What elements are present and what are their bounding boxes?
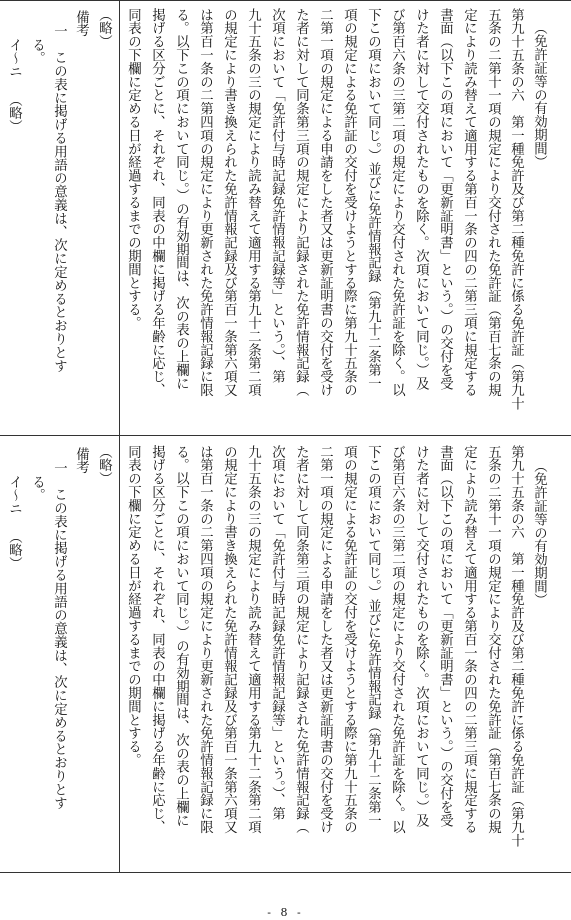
lower-article-line: の規定により書き換えられた免許情報記録及び第百一条第六項又: [221, 445, 237, 834]
upper-article-line: 項の規定による免許証の交付を受けようとする際に第九十五条の: [341, 8, 357, 397]
upper-items: イ～ニ: [6, 38, 22, 79]
page-number: - 8 -: [267, 906, 304, 919]
upper-article-line: 二第一項の規定による申請をした者又は更新証明書の交付を受け: [317, 8, 333, 397]
upper-article-line: 書面（以下この項において「更新証明書」という。）の交付を受: [437, 8, 453, 390]
upper-note-line: る。: [29, 38, 45, 65]
lower-article-line: 掲げる区分ごとに、それぞれ、同表の中欄に掲げる年齢に応じ、: [149, 445, 165, 834]
lower-article-line: る。以下この項において同じ。）の有効期間は、次の表の上欄に: [173, 445, 189, 827]
lower-article-line: 二第一項の規定による申請をした者又は更新証明書の交付を受け: [317, 445, 333, 834]
lower-note-line: る。: [29, 475, 45, 502]
upper-article-line: 次項において「免許付与時記録免許情報記録等」という。）、第: [269, 8, 285, 384]
upper-heading: （免許証等の有効期間）: [531, 21, 547, 169]
lower-article-line: 九十五条の三の規定により読み替えて適用する第九十二条第二項: [245, 445, 261, 834]
bottom-rule: [0, 872, 571, 873]
lower-article-line: び第百六条の三第二項の規定により交付された免許証を除く。以: [389, 445, 405, 834]
upper-divider: [119, 0, 120, 435]
upper-article-line: 下この項において同じ。）並びに免許情報記録（第九十二条第一: [365, 8, 381, 390]
lower-article-line: は第百一条の二第四項の規定により更新された免許情報記録に限: [197, 445, 213, 834]
top-rule: [0, 0, 571, 1]
upper-article-line: び第百六条の三第二項の規定により交付された免許証を除く。以: [389, 8, 405, 397]
upper-article-line: 定により読み替えて適用する第百一条の四の二第三項に規定する: [461, 8, 477, 397]
lower-article-line: 五条の二第十一項の規定により交付された免許証（第百七条の規: [485, 445, 501, 834]
lower-article-line: 定により読み替えて適用する第百一条の四の二第三項に規定する: [461, 445, 477, 834]
upper-article-line: る。以下この項において同じ。）の有効期間は、次の表の上欄に: [173, 8, 189, 390]
lower-divider: [119, 435, 120, 872]
lower-article-line: 同表の下欄に定める日が経過するまでの期間とする。: [125, 445, 141, 767]
upper-biko: 備考: [73, 10, 89, 37]
lower-article-line: た者に対して同条第三項の規定により記録された免許情報記録（: [293, 445, 309, 834]
upper-article-line: 九十五条の三の規定により読み替えて適用する第九十二条第二項: [245, 8, 261, 397]
lower-note-line: 一 この表に掲げる用語の意義は、次に定めるとおりとす: [51, 461, 67, 810]
lower-article-line: 書面（以下この項において「更新証明書」という。）の交付を受: [437, 445, 453, 827]
lower-biko: 備考: [73, 447, 89, 474]
upper-article-line: は第百一条の二第四項の規定により更新された免許情報記録に限: [197, 8, 213, 397]
upper-article-line: の規定により書き換えられた免許情報記録及び第百一条第六項又: [221, 8, 237, 397]
upper-article-line: 掲げる区分ごとに、それぞれ、同表の中欄に掲げる年齢に応じ、: [149, 8, 165, 397]
upper-article-line: 第九十五条の六 第一種免許及び第二種免許に係る免許証（第九十: [508, 8, 524, 410]
lower-ryaku: （略）: [96, 445, 112, 486]
lower-article-line: 下この項において同じ。）並びに免許情報記録（第九十二条第一: [365, 445, 381, 827]
lower-article-line: けた者に対して交付されたものを除く。次項において同じ。）及: [413, 445, 429, 827]
lower-article-line: 次項において「免許付与時記録免許情報記録等」という。）、第: [269, 445, 285, 821]
upper-ryaku: （略）: [96, 8, 112, 49]
lower-heading: （免許証等の有効期間）: [531, 459, 547, 607]
lower-article-line: 第九十五条の六 第一種免許及び第二種免許に係る免許証（第九十: [508, 445, 524, 847]
lower-article-line: 項の規定による免許証の交付を受けようとする際に第九十五条の: [341, 445, 357, 834]
middle-rule: [0, 435, 571, 436]
lower-items: イ～ニ: [6, 475, 22, 516]
upper-article-line: た者に対して同条第三項の規定により記録された免許情報記録（: [293, 8, 309, 397]
upper-article-line: 五条の二第十一項の規定により交付された免許証（第百七条の規: [485, 8, 501, 397]
lower-items-ryaku: （略）: [6, 530, 22, 571]
upper-article-line: けた者に対して交付されたものを除く。次項において同じ。）及: [413, 8, 429, 390]
upper-items-ryaku: （略）: [6, 93, 22, 134]
upper-note-line: 一 この表に掲げる用語の意義は、次に定めるとおりとす: [51, 24, 67, 373]
upper-article-line: 同表の下欄に定める日が経過するまでの期間とする。: [125, 8, 141, 330]
